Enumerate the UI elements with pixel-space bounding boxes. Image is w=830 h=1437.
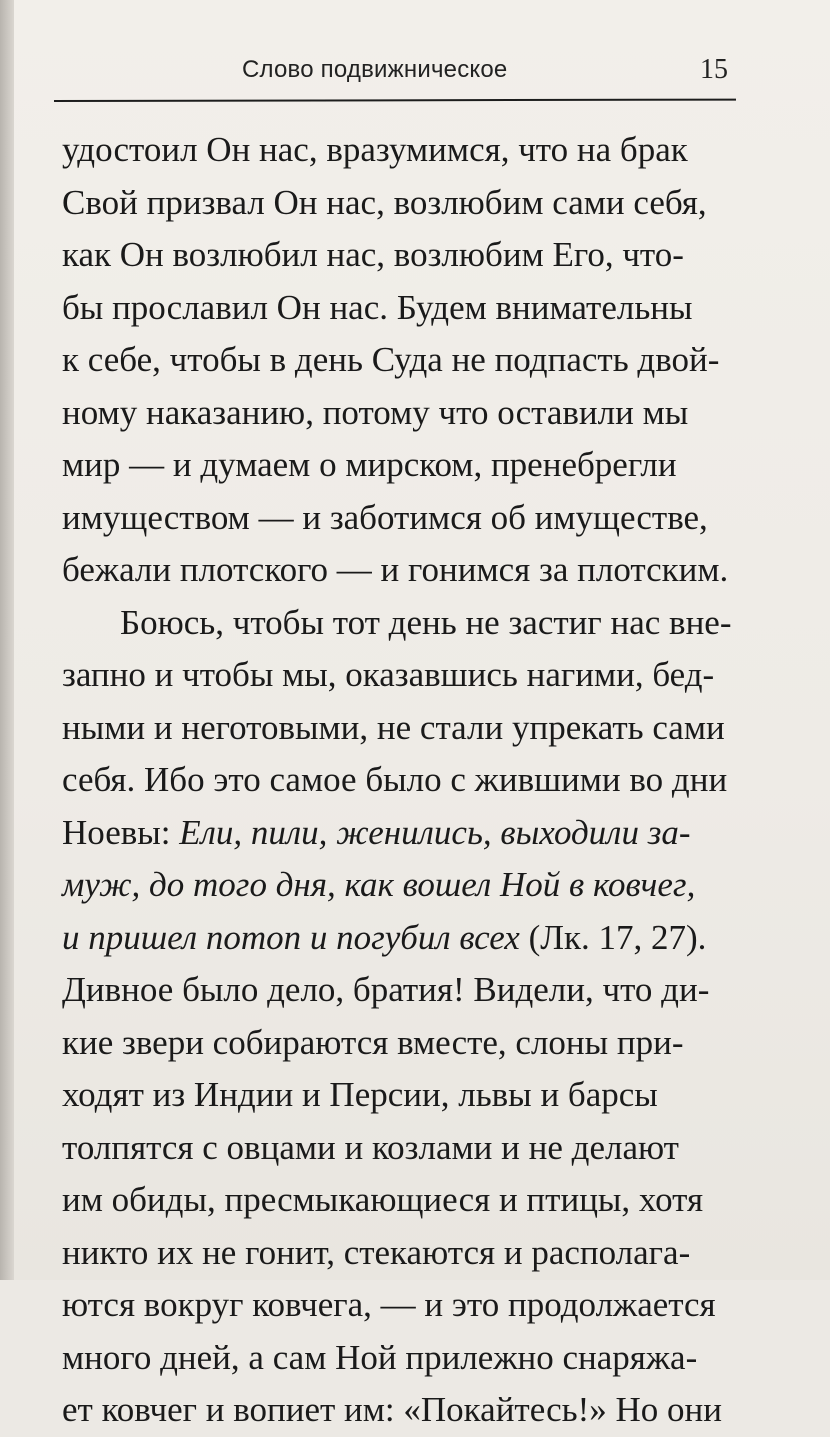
text-line: ными и неготовыми, не стали упрекать сами [62,707,725,747]
paragraph-first-line: Боюсь, чтобы тот день не застиг нас вне- [120,602,732,642]
body-text [62,124,772,1437]
text-line: имуществом — и заботимся об имуществе, [62,497,708,537]
text-line: удостоил Он нас, вразумимся, что на брак [62,130,688,169]
text-line: бы прославил Он нас. Будем внимательны [62,287,693,327]
scripture-quote: и пришел потоп и погубил всех [62,917,520,957]
text-line: ходят из Индии и Персии, львы и барсы [62,1075,658,1114]
text-line: ному наказанию, потому что оставили мы [62,392,689,432]
text-line: Свой призвал Он нас, возлюбим сами себя, [62,182,707,222]
text-line: им обиды, пресмыкающиеся и птицы, хотя [62,1180,704,1219]
text-line: мир — и думаем о мирском, пренебрегли [62,445,677,484]
text-line: ет ковчег и вопиет им: «Покайтесь!» Но они [62,1390,723,1429]
text-line-mixed [62,912,772,965]
running-title: Слово подвижническое [242,56,508,83]
scripture-quote-line: муж, до того дня, как вошел Ной в ковчег, [62,865,696,904]
text-line: много дней, а сам Ной прилежно снаряжа- [62,1337,698,1377]
book-page [14,0,830,1429]
text-line-mixed [62,807,772,860]
text-line: ются вокруг ковчега, — и это продолжается [62,1285,716,1324]
text-line: толпятся с овцами и козлами и не делают [62,1127,679,1167]
text-line: Дивное было дело, братия! Видели, что ди- [62,970,710,1009]
text-line: себя. Ибо это самое было с жившими во дни [62,760,728,799]
page-number: 15 [700,54,728,85]
text-line: как Он возлюбил нас, возлюбим Его, что- [62,235,684,274]
text-line: бежали плотского — и гонимся за плотским. [62,550,729,589]
scripture-quote: Ели, пили, женились, выходили за- [179,812,691,852]
text-span: Ноевы: [62,812,180,852]
text-line: никто их не гонит, стекаются и располага- [62,1232,691,1272]
scripture-reference: (Лк. 17, 27). [519,917,707,957]
text-line: кие звери собираются вместе, слоны при- [62,1022,684,1062]
text-line: запно и чтобы мы, оказавшись нагими, бед- [62,655,715,694]
header-rule [54,99,736,102]
text-line: к себе, чтобы в день Суда не подпасть двой- [62,340,720,379]
